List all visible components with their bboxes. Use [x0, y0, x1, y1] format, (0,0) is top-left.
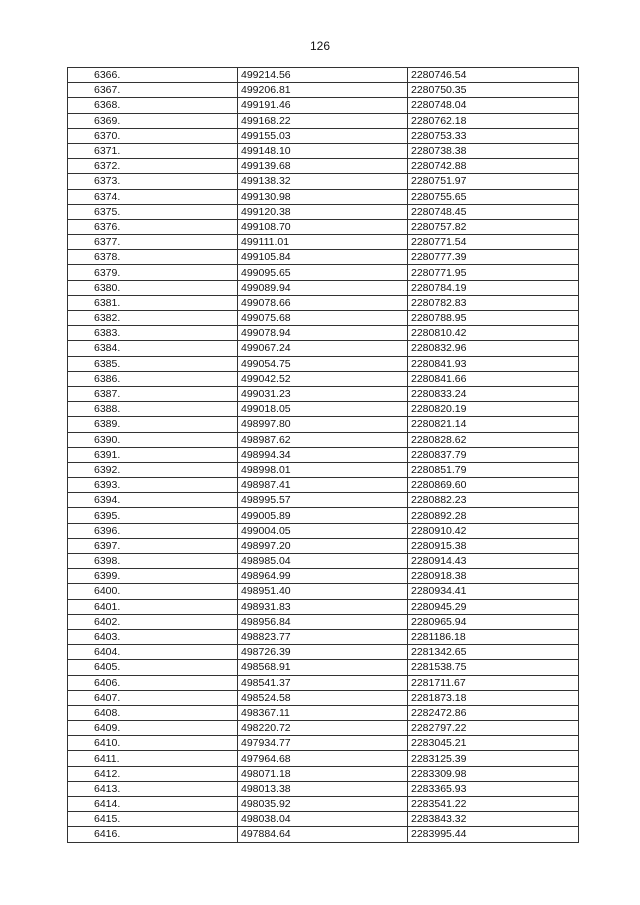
y-coordinate-cell: 2280784.19 [408, 280, 579, 295]
table-row [68, 797, 579, 812]
table-row [68, 554, 579, 569]
y-coordinate-cell: 2280869.60 [408, 478, 579, 493]
y-coordinate-cell: 2283843.32 [408, 812, 579, 827]
y-coordinate-cell: 2280746.54 [408, 68, 579, 83]
x-coordinate-cell: 499120.38 [238, 204, 408, 219]
x-coordinate-cell: 498987.41 [238, 478, 408, 493]
table-row [68, 189, 579, 204]
point-number-cell: 6385. [68, 356, 238, 371]
table-row [68, 417, 579, 432]
table-row [68, 660, 579, 675]
y-coordinate-cell: 2280945.29 [408, 599, 579, 614]
y-coordinate-cell: 2280748.04 [408, 98, 579, 113]
point-number-cell: 6410. [68, 736, 238, 751]
point-number-cell: 6386. [68, 371, 238, 386]
x-coordinate-cell: 499075.68 [238, 311, 408, 326]
x-coordinate-cell: 498956.84 [238, 614, 408, 629]
x-coordinate-cell: 498997.20 [238, 538, 408, 553]
point-number-cell: 6404. [68, 645, 238, 660]
table-row [68, 295, 579, 310]
y-coordinate-cell: 2280820.19 [408, 402, 579, 417]
x-coordinate-cell: 499018.05 [238, 402, 408, 417]
table-row [68, 250, 579, 265]
table-row [68, 523, 579, 538]
table-row [68, 265, 579, 280]
table-row [68, 599, 579, 614]
point-number-cell: 6376. [68, 219, 238, 234]
table-row [68, 341, 579, 356]
point-number-cell: 6389. [68, 417, 238, 432]
table-row [68, 645, 579, 660]
x-coordinate-cell: 497964.68 [238, 751, 408, 766]
x-coordinate-cell: 499139.68 [238, 159, 408, 174]
x-coordinate-cell: 499005.89 [238, 508, 408, 523]
y-coordinate-cell: 2280914.43 [408, 554, 579, 569]
y-coordinate-cell: 2283125.39 [408, 751, 579, 766]
table-row [68, 235, 579, 250]
point-number-cell: 6390. [68, 432, 238, 447]
x-coordinate-cell: 498367.11 [238, 705, 408, 720]
table-row [68, 766, 579, 781]
point-number-cell: 6372. [68, 159, 238, 174]
table-row [68, 629, 579, 644]
table-row [68, 705, 579, 720]
point-number-cell: 6406. [68, 675, 238, 690]
x-coordinate-cell: 498541.37 [238, 675, 408, 690]
x-coordinate-cell: 499168.22 [238, 113, 408, 128]
x-coordinate-cell: 499111.01 [238, 235, 408, 250]
point-number-cell: 6394. [68, 493, 238, 508]
x-coordinate-cell: 498823.77 [238, 629, 408, 644]
y-coordinate-cell: 2280748.45 [408, 204, 579, 219]
y-coordinate-cell: 2280910.42 [408, 523, 579, 538]
y-coordinate-cell: 2283995.44 [408, 827, 579, 842]
table-row [68, 584, 579, 599]
table-row [68, 538, 579, 553]
point-number-cell: 6412. [68, 766, 238, 781]
point-number-cell: 6403. [68, 629, 238, 644]
point-number-cell: 6416. [68, 827, 238, 842]
table-row [68, 219, 579, 234]
table-row [68, 827, 579, 842]
y-coordinate-cell: 2280777.39 [408, 250, 579, 265]
point-number-cell: 6396. [68, 523, 238, 538]
point-number-cell: 6414. [68, 797, 238, 812]
table-row [68, 280, 579, 295]
table-row [68, 508, 579, 523]
table-row [68, 356, 579, 371]
table-row [68, 478, 579, 493]
table-row [68, 311, 579, 326]
table-row [68, 98, 579, 113]
point-number-cell: 6384. [68, 341, 238, 356]
point-number-cell: 6398. [68, 554, 238, 569]
y-coordinate-cell: 2280851.79 [408, 462, 579, 477]
y-coordinate-cell: 2283541.22 [408, 797, 579, 812]
page-number: 126 [309, 39, 331, 53]
table-row [68, 675, 579, 690]
table-row [68, 614, 579, 629]
point-number-cell: 6379. [68, 265, 238, 280]
table-row [68, 447, 579, 462]
point-number-cell: 6383. [68, 326, 238, 341]
y-coordinate-cell: 2282472.86 [408, 705, 579, 720]
point-number-cell: 6408. [68, 705, 238, 720]
x-coordinate-cell: 499095.65 [238, 265, 408, 280]
point-number-cell: 6387. [68, 386, 238, 401]
x-coordinate-cell: 498987.62 [238, 432, 408, 447]
x-coordinate-cell: 499191.46 [238, 98, 408, 113]
y-coordinate-cell: 2280882.23 [408, 493, 579, 508]
x-coordinate-cell: 498038.04 [238, 812, 408, 827]
y-coordinate-cell: 2281711.67 [408, 675, 579, 690]
table-row [68, 204, 579, 219]
x-coordinate-cell: 499108.70 [238, 219, 408, 234]
point-number-cell: 6370. [68, 128, 238, 143]
x-coordinate-cell: 498951.40 [238, 584, 408, 599]
x-coordinate-cell: 499138.32 [238, 174, 408, 189]
x-coordinate-cell: 498568.91 [238, 660, 408, 675]
table-row [68, 432, 579, 447]
table-row [68, 326, 579, 341]
table-row [68, 159, 579, 174]
point-number-cell: 6405. [68, 660, 238, 675]
table-row [68, 781, 579, 796]
x-coordinate-cell: 499054.75 [238, 356, 408, 371]
point-number-cell: 6367. [68, 83, 238, 98]
point-number-cell: 6393. [68, 478, 238, 493]
point-number-cell: 6381. [68, 295, 238, 310]
x-coordinate-cell: 498998.01 [238, 462, 408, 477]
point-number-cell: 6409. [68, 721, 238, 736]
x-coordinate-cell: 498994.34 [238, 447, 408, 462]
point-number-cell: 6388. [68, 402, 238, 417]
table-row [68, 721, 579, 736]
y-coordinate-cell: 2280755.65 [408, 189, 579, 204]
y-coordinate-cell: 2280841.93 [408, 356, 579, 371]
coordinates-table-body [68, 68, 579, 843]
point-number-cell: 6382. [68, 311, 238, 326]
point-number-cell: 6407. [68, 690, 238, 705]
x-coordinate-cell: 499130.98 [238, 189, 408, 204]
y-coordinate-cell: 2280837.79 [408, 447, 579, 462]
x-coordinate-cell: 498964.99 [238, 569, 408, 584]
y-coordinate-cell: 2281538.75 [408, 660, 579, 675]
point-number-cell: 6411. [68, 751, 238, 766]
point-number-cell: 6399. [68, 569, 238, 584]
y-coordinate-cell: 2281873.18 [408, 690, 579, 705]
x-coordinate-cell: 499105.84 [238, 250, 408, 265]
y-coordinate-cell: 2280833.24 [408, 386, 579, 401]
x-coordinate-cell: 498995.57 [238, 493, 408, 508]
point-number-cell: 6373. [68, 174, 238, 189]
point-number-cell: 6395. [68, 508, 238, 523]
point-number-cell: 6402. [68, 614, 238, 629]
x-coordinate-cell: 498220.72 [238, 721, 408, 736]
table-row [68, 83, 579, 98]
point-number-cell: 6378. [68, 250, 238, 265]
point-number-cell: 6374. [68, 189, 238, 204]
y-coordinate-cell: 2280810.42 [408, 326, 579, 341]
y-coordinate-cell: 2280738.38 [408, 143, 579, 158]
x-coordinate-cell: 498035.92 [238, 797, 408, 812]
table-row [68, 174, 579, 189]
x-coordinate-cell: 499214.56 [238, 68, 408, 83]
x-coordinate-cell: 499078.66 [238, 295, 408, 310]
point-number-cell: 6401. [68, 599, 238, 614]
table-row [68, 143, 579, 158]
point-number-cell: 6369. [68, 113, 238, 128]
x-coordinate-cell: 498985.04 [238, 554, 408, 569]
y-coordinate-cell: 2283045.21 [408, 736, 579, 751]
table-row [68, 690, 579, 705]
x-coordinate-cell: 499148.10 [238, 143, 408, 158]
x-coordinate-cell: 497934.77 [238, 736, 408, 751]
x-coordinate-cell: 498524.58 [238, 690, 408, 705]
point-number-cell: 6377. [68, 235, 238, 250]
y-coordinate-cell: 2280841.66 [408, 371, 579, 386]
x-coordinate-cell: 499031.23 [238, 386, 408, 401]
y-coordinate-cell: 2280751.97 [408, 174, 579, 189]
y-coordinate-cell: 2280892.28 [408, 508, 579, 523]
x-coordinate-cell: 499078.94 [238, 326, 408, 341]
y-coordinate-cell: 2280915.38 [408, 538, 579, 553]
y-coordinate-cell: 2280828.62 [408, 432, 579, 447]
x-coordinate-cell: 499155.03 [238, 128, 408, 143]
y-coordinate-cell: 2281186.18 [408, 629, 579, 644]
y-coordinate-cell: 2280753.33 [408, 128, 579, 143]
coordinates-table [67, 67, 579, 843]
point-number-cell: 6371. [68, 143, 238, 158]
y-coordinate-cell: 2280742.88 [408, 159, 579, 174]
x-coordinate-cell: 499004.05 [238, 523, 408, 538]
y-coordinate-cell: 2280762.18 [408, 113, 579, 128]
table-row [68, 402, 579, 417]
table-row [68, 751, 579, 766]
y-coordinate-cell: 2280821.14 [408, 417, 579, 432]
x-coordinate-cell: 498726.39 [238, 645, 408, 660]
table-row [68, 569, 579, 584]
x-coordinate-cell: 499067.24 [238, 341, 408, 356]
y-coordinate-cell: 2281342.65 [408, 645, 579, 660]
y-coordinate-cell: 2280782.83 [408, 295, 579, 310]
table-row [68, 736, 579, 751]
y-coordinate-cell: 2280788.95 [408, 311, 579, 326]
x-coordinate-cell: 499089.94 [238, 280, 408, 295]
point-number-cell: 6366. [68, 68, 238, 83]
point-number-cell: 6368. [68, 98, 238, 113]
point-number-cell: 6400. [68, 584, 238, 599]
point-number-cell: 6375. [68, 204, 238, 219]
y-coordinate-cell: 2282797.22 [408, 721, 579, 736]
x-coordinate-cell: 498931.83 [238, 599, 408, 614]
y-coordinate-cell: 2283365.93 [408, 781, 579, 796]
y-coordinate-cell: 2280918.38 [408, 569, 579, 584]
table-row [68, 371, 579, 386]
table-row [68, 812, 579, 827]
x-coordinate-cell: 498071.18 [238, 766, 408, 781]
y-coordinate-cell: 2280965.94 [408, 614, 579, 629]
x-coordinate-cell: 498013.38 [238, 781, 408, 796]
y-coordinate-cell: 2280832.96 [408, 341, 579, 356]
x-coordinate-cell: 499206.81 [238, 83, 408, 98]
table-row [68, 493, 579, 508]
point-number-cell: 6413. [68, 781, 238, 796]
y-coordinate-cell: 2280750.35 [408, 83, 579, 98]
y-coordinate-cell: 2280757.82 [408, 219, 579, 234]
point-number-cell: 6392. [68, 462, 238, 477]
y-coordinate-cell: 2280771.95 [408, 265, 579, 280]
point-number-cell: 6391. [68, 447, 238, 462]
table-row [68, 128, 579, 143]
x-coordinate-cell: 498997.80 [238, 417, 408, 432]
point-number-cell: 6397. [68, 538, 238, 553]
y-coordinate-cell: 2283309.98 [408, 766, 579, 781]
y-coordinate-cell: 2280771.54 [408, 235, 579, 250]
point-number-cell: 6415. [68, 812, 238, 827]
table-row [68, 68, 579, 83]
table-row [68, 462, 579, 477]
y-coordinate-cell: 2280934.41 [408, 584, 579, 599]
table-row [68, 113, 579, 128]
x-coordinate-cell: 499042.52 [238, 371, 408, 386]
point-number-cell: 6380. [68, 280, 238, 295]
x-coordinate-cell: 497884.64 [238, 827, 408, 842]
table-row [68, 386, 579, 401]
